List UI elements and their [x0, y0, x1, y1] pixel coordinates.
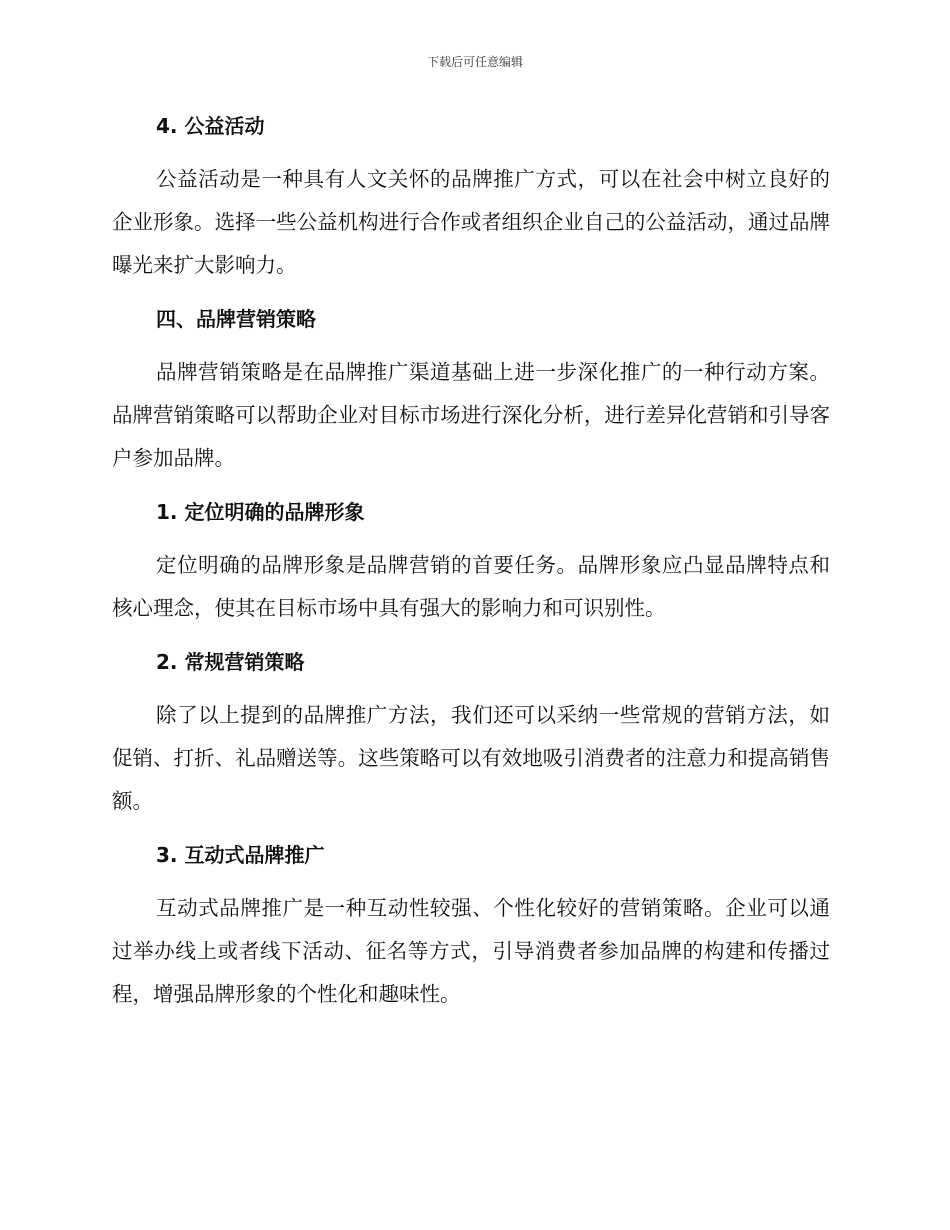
- section-paragraph: 互动式品牌推广是一种互动性较强、个性化较好的营销策略。企业可以通过举办线上或者线下活动、征名等方式，引导消费者参加品牌的构建和传播过程，增强品牌形象的个性化和趣味性。: [112, 896, 830, 1006]
- section-heading: 2. 常规营销策略: [156, 650, 305, 674]
- section-paragraph: 除了以上提到的品牌推广方法，我们还可以采纳一些常规的营销方法，如促销、打折、礼品赠送等。这些策略可以有效地吸引消费者的注意力和提高销售额。: [112, 703, 830, 813]
- section-heading: 四、品牌营销策略: [156, 307, 316, 331]
- document-body: [112, 106, 830, 1028]
- section-heading: 3. 互动式品牌推广: [156, 843, 325, 867]
- section-paragraph: 定位明确的品牌形象是品牌营销的首要任务。品牌形象应凸显品牌特点和核心理念，使其在目标市场中具有强大的影响力和可识别性。: [112, 553, 830, 620]
- section-paragraph: 品牌营销策略是在品牌推广渠道基础上进一步深化推广的一种行动方案。品牌营销策略可以帮助企业对目标市场进行深化分析，进行差异化营销和引导客户参加品牌。: [112, 360, 830, 470]
- section-heading: 4. 公益活动: [156, 114, 265, 138]
- section-paragraph: 公益活动是一种具有人文关怀的品牌推广方式，可以在社会中树立良好的企业形象。选择一些公益机构进行合作或者组织企业自己的公益活动，通过品牌曝光来扩大影响力。: [112, 167, 830, 277]
- page-header: 下载后可任意编辑: [426, 55, 523, 69]
- section-heading: 1. 定位明确的品牌形象: [156, 500, 365, 524]
